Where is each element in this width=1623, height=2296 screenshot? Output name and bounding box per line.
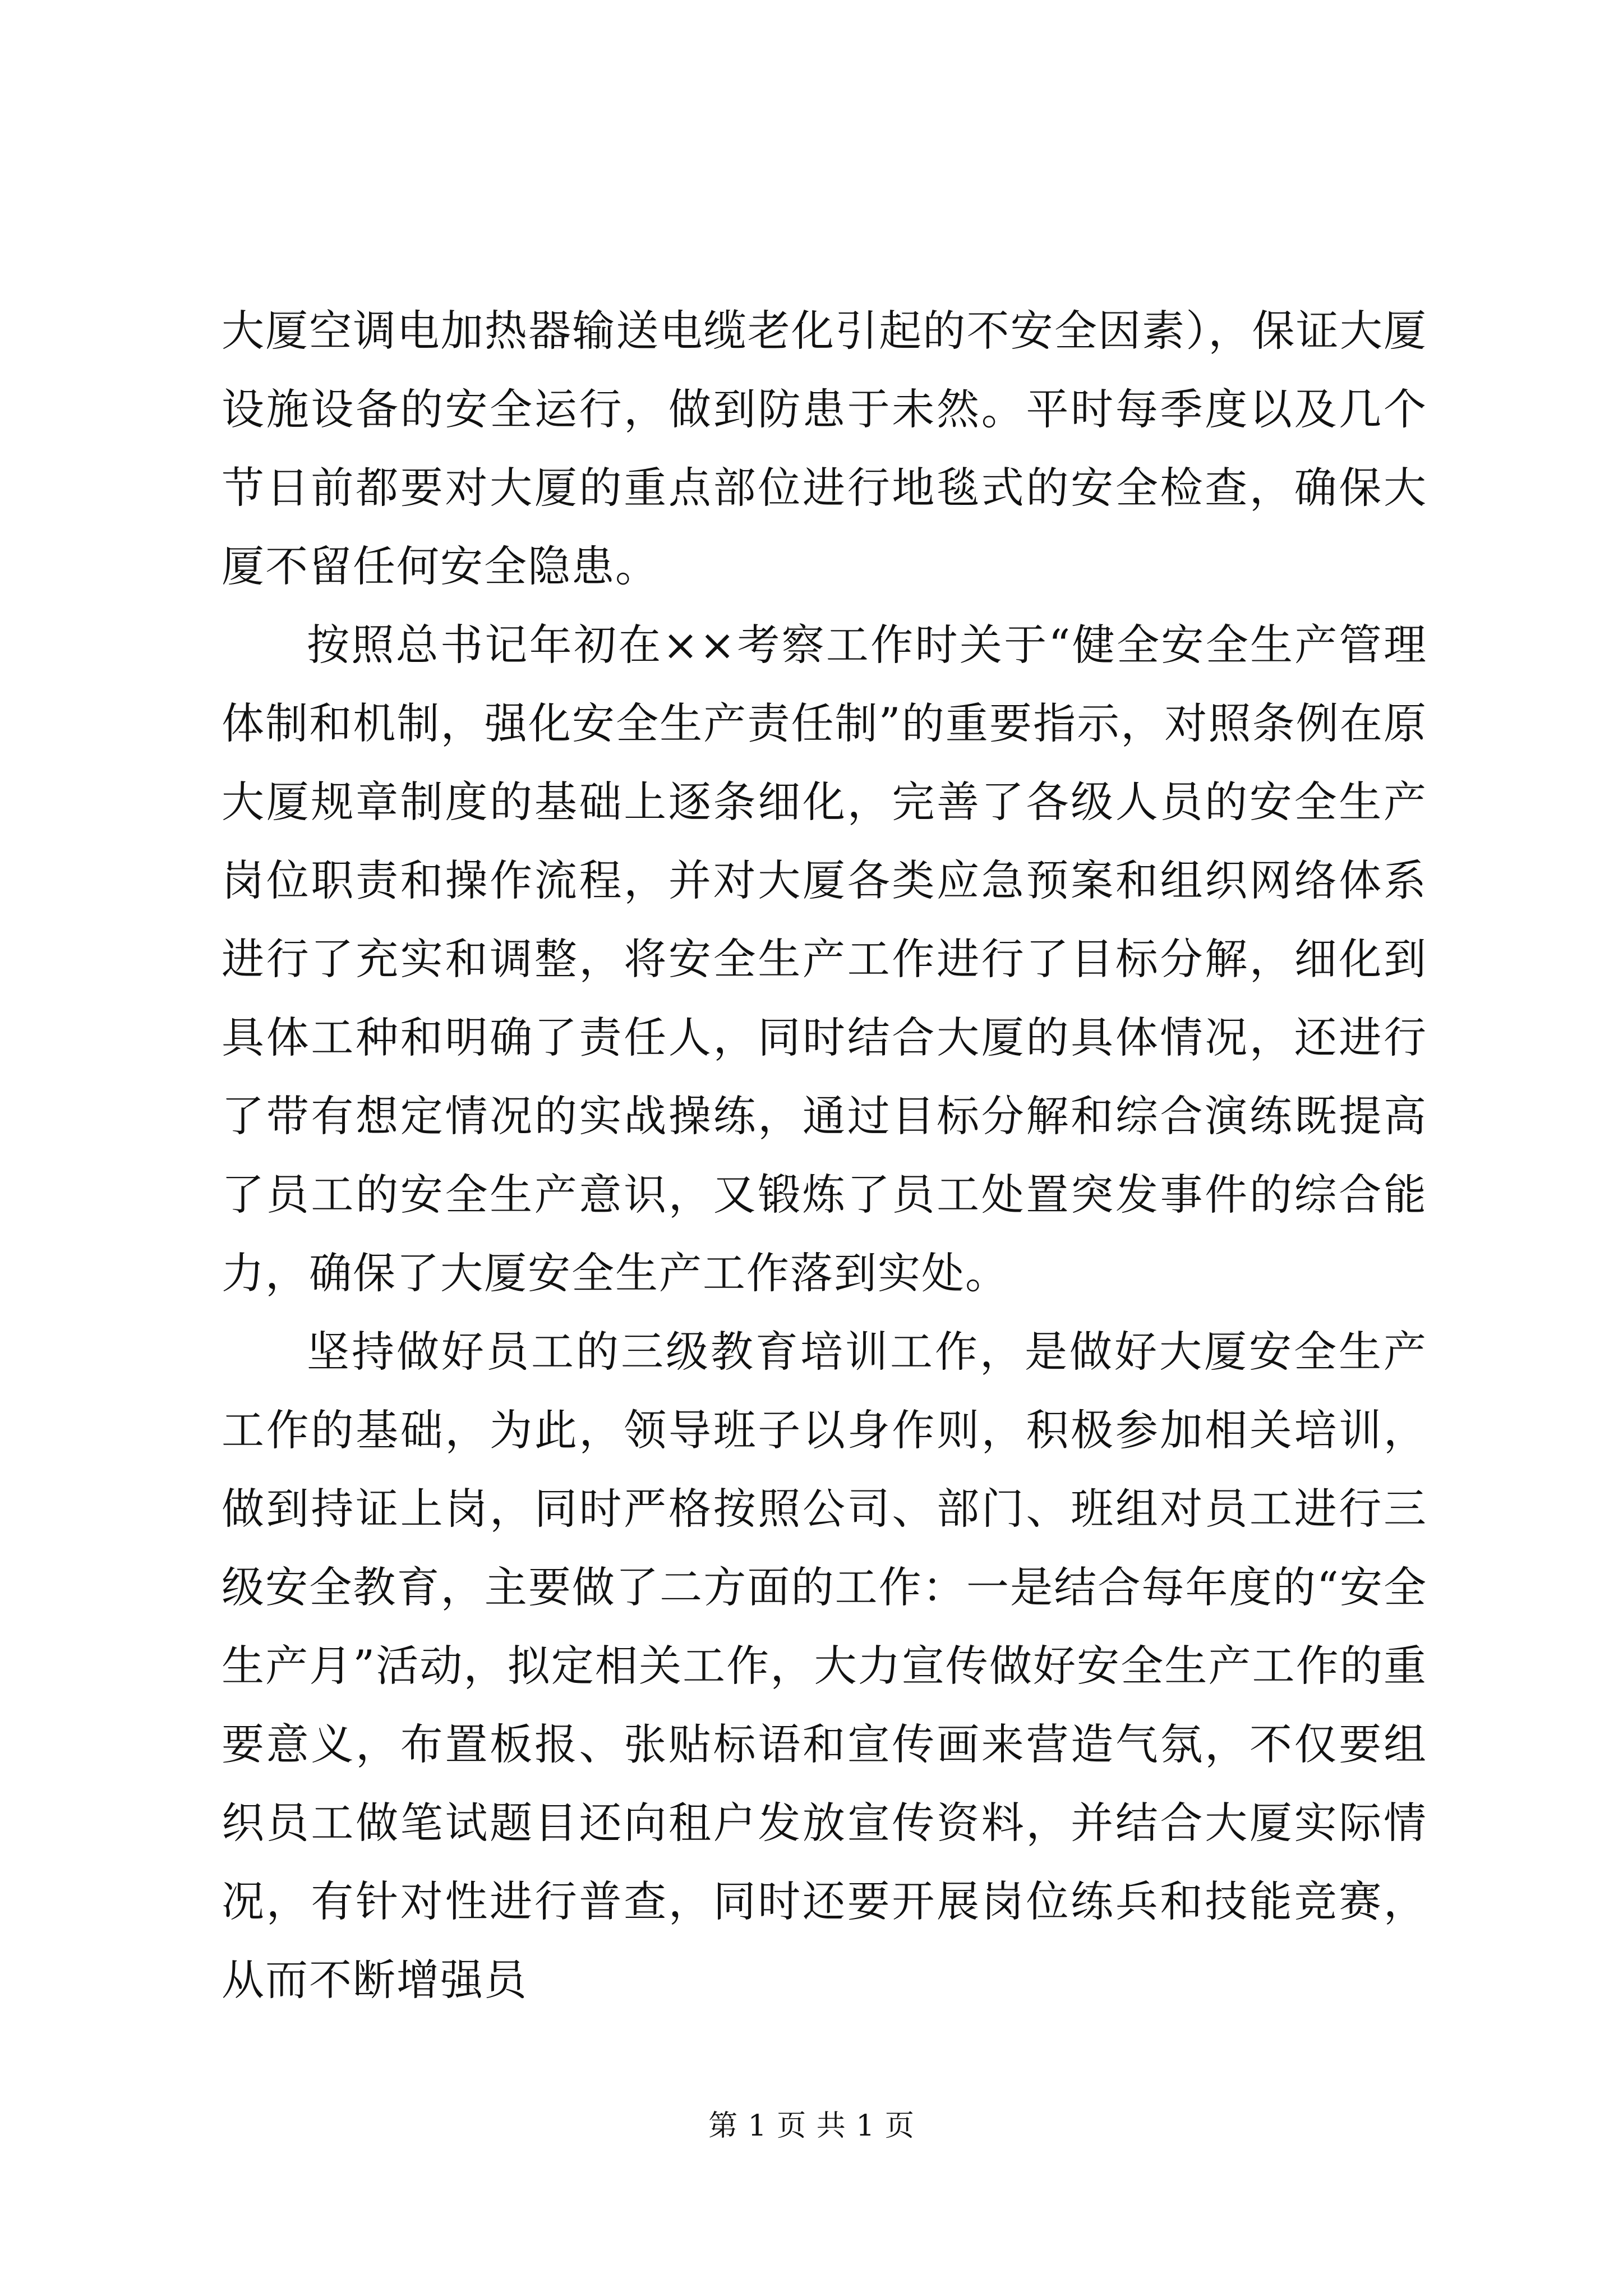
page-footer: 第 1 页 共 1 页 — [708, 2109, 915, 2143]
paragraph-3: 坚持做好员工的三级教育培训工作，是做好大厦安全生产工作的基础，为此，领导班子以身作则，积极参加相关培训，做到持证上岗，同时严格按照公司、部门、班组对员工进行三级安全教育，主要做了二方面的工作：一是结合每年度的“安全生产月”活动，拟定相关工作，大力宣传做好安全生产工作的重要意义，布置板报、张贴标语和宣传画来营造气氛，不仅要组织员工做笔试题目还向租户发放宣传资料，并结合大厦实际情况，有针对性进行普查，同时还要开展岗位练兵和技能竞赛，从而不断增强员 — [222, 1327, 1427, 2005]
paragraph-1: 大厦空调电加热器输送电缆老化引起的不安全因素），保证大厦设施设备的安全运行，做到防患于未然。平时每季度以及几个节日前都要对大厦的重点部位进行地毯式的安全检查，确保大厦不留任何安全隐患。 — [222, 306, 1427, 591]
document-body — [222, 292, 1427, 2019]
paragraph-2: 按照总书记年初在××考察工作时关于“健全安全生产管理体制和机制，强化安全生产责任制”的重要指示，对照条例在原大厦规章制度的基础上逐条细化，完善了各级人员的安全生产岗位职责和操作流程，并对大厦各类应急预案和组织网络体系进行了充实和调整，将安全生产工作进行了目标分解，细化到具体工种和明确了责任人，同时结合大厦的具体情况，还进行了带有想定情况的实战操练，通过目标分解和综合演练既提高了员工的安全生产意识，又锻炼了员工处置突发事件的综合能力，确保了大厦安全生产工作落到实处。 — [222, 620, 1427, 1298]
